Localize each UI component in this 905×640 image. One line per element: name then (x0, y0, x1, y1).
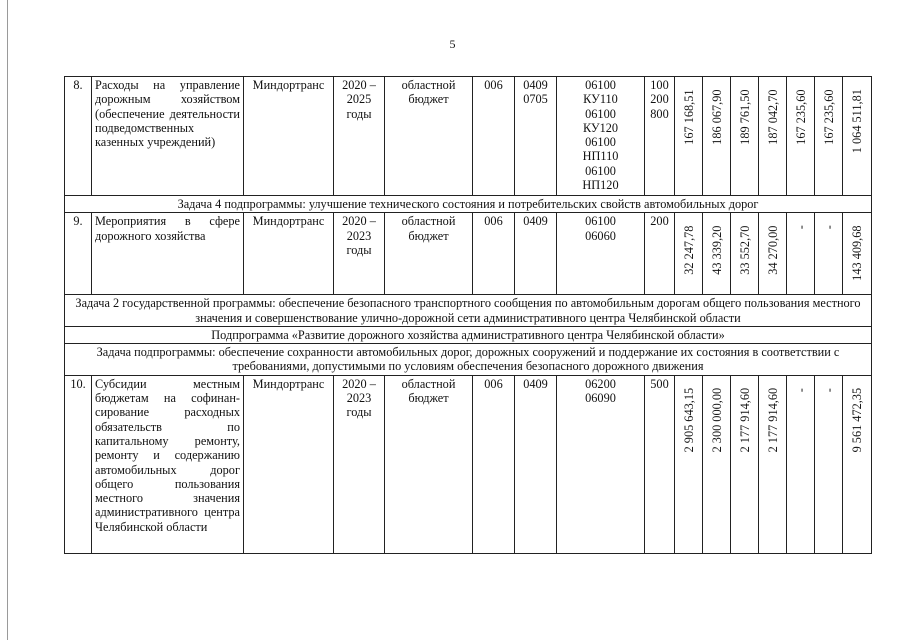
amount-2022 (731, 375, 759, 553)
amount-total (843, 213, 872, 295)
target-article-code: 06100 КУ110 06100 КУ120 06100 НП110 06100 НП120 (557, 77, 645, 196)
amount-value: 189 761,50 (737, 88, 752, 145)
page-left-edge (7, 0, 8, 640)
program-table (64, 76, 872, 554)
amount-value: 143 409,68 (849, 225, 864, 281)
section-heading-row (65, 196, 872, 213)
amount-2023 (759, 375, 787, 553)
table-row (65, 375, 872, 553)
target-article-code: 06100 06060 (557, 213, 645, 295)
task2-gov-heading: Задача 2 государственной программы: обеспечение безопасного транспортного сообщения по автомобильным дорогам общего пользования местного значения и совершенствование улично-дорожной сети административного центра Челябинской области (65, 295, 872, 327)
executor: Миндортранс (244, 375, 334, 553)
grbs-code: 006 (473, 77, 515, 196)
expense-type-code: 500 (645, 375, 675, 553)
measure-name: Расходы на управление дорожным хозяйством (обеспечение деятельности подведомственных казенных учреждений) (92, 77, 244, 196)
amount-2024 (787, 213, 815, 295)
amount-value: 167 168,51 (681, 88, 696, 145)
measure-name: Мероприятия в сфере дорожного хозяйства (92, 213, 244, 295)
period: 2020 – 2025 годы (334, 77, 385, 196)
amount-value: - (793, 225, 808, 230)
amount-value: 2 300 000,00 (709, 388, 724, 453)
amount-value: 33 552,70 (737, 225, 752, 275)
section-heading-row (65, 344, 872, 376)
amount-2022 (731, 213, 759, 295)
amount-2020 (675, 77, 703, 196)
amount-value: 167 235,60 (793, 88, 808, 145)
amount-2025 (815, 375, 843, 553)
amount-2025 (815, 77, 843, 196)
subprogram-heading: Подпрограмма «Развитие дорожного хозяйства административного центра Челябинской области» (65, 326, 872, 343)
section-code: 0409 (515, 375, 557, 553)
amount-2023 (759, 213, 787, 295)
target-article-code: 06200 06090 (557, 375, 645, 553)
amount-value: 1 064 511,81 (849, 89, 864, 154)
amount-value: 2 905 643,15 (681, 388, 696, 453)
amount-2020 (675, 375, 703, 553)
amount-value: 187 042,70 (765, 88, 780, 145)
amount-2020 (675, 213, 703, 295)
executor: Миндортранс (244, 213, 334, 295)
funding-source: областной бюджет (385, 77, 473, 196)
amount-value: 34 270,00 (765, 225, 780, 275)
amount-2023 (759, 77, 787, 196)
row-number: 9. (65, 213, 92, 295)
amount-2025 (815, 213, 843, 295)
section-heading-row (65, 326, 872, 343)
expense-type-code: 200 (645, 213, 675, 295)
amount-value: 2 177 914,60 (737, 388, 752, 453)
subprogram-task-heading: Задача подпрограммы: обеспечение сохранности автомобильных дорог, дорожных сооружений и поддержание их состояния в соответствии с требованиями, допустимыми по условиям обеспечения безопасного дорожного движения (65, 344, 872, 376)
amount-2022 (731, 77, 759, 196)
grbs-code: 006 (473, 213, 515, 295)
period: 2020 – 2023 годы (334, 375, 385, 553)
measure-name: Субсидии местным бюджетам на софинан-сирование расходных обязательств по капитальному ремонту, ремонту и содержанию автомобильных дорог общего пользования местного значения административного центра Челябинской области (92, 375, 244, 553)
task4-heading: Задача 4 подпрограммы: улучшение технического состояния и потребительских свойств автомобильных дорог (65, 196, 872, 213)
amount-value: 186 067,90 (709, 88, 724, 145)
amount-2021 (703, 77, 731, 196)
amount-value: 2 177 914,60 (765, 388, 780, 453)
amount-value: - (793, 387, 808, 392)
period: 2020 – 2023 годы (334, 213, 385, 295)
amount-2024 (787, 77, 815, 196)
amount-value: 43 339,20 (709, 225, 724, 275)
section-heading-row (65, 295, 872, 327)
page-number: 5 (449, 37, 456, 51)
amount-value: 9 561 472,35 (849, 388, 864, 453)
section-code: 0409 0705 (515, 77, 557, 196)
table-row (65, 213, 872, 295)
row-number: 8. (65, 77, 92, 196)
amount-2021 (703, 375, 731, 553)
table-row (65, 77, 872, 196)
funding-source: областной бюджет (385, 375, 473, 553)
executor: Миндортранс (244, 77, 334, 196)
amount-2024 (787, 375, 815, 553)
section-code: 0409 (515, 213, 557, 295)
amount-value: 32 247,78 (681, 225, 696, 275)
row-number: 10. (65, 375, 92, 553)
expense-type-code: 100 200 800 (645, 77, 675, 196)
funding-source: областной бюджет (385, 213, 473, 295)
amount-value: 167 235,60 (821, 88, 836, 145)
grbs-code: 006 (473, 375, 515, 553)
amount-total (843, 375, 872, 553)
amount-total (843, 77, 872, 196)
amount-2021 (703, 213, 731, 295)
amount-value: - (821, 387, 836, 392)
amount-value: - (821, 225, 836, 230)
